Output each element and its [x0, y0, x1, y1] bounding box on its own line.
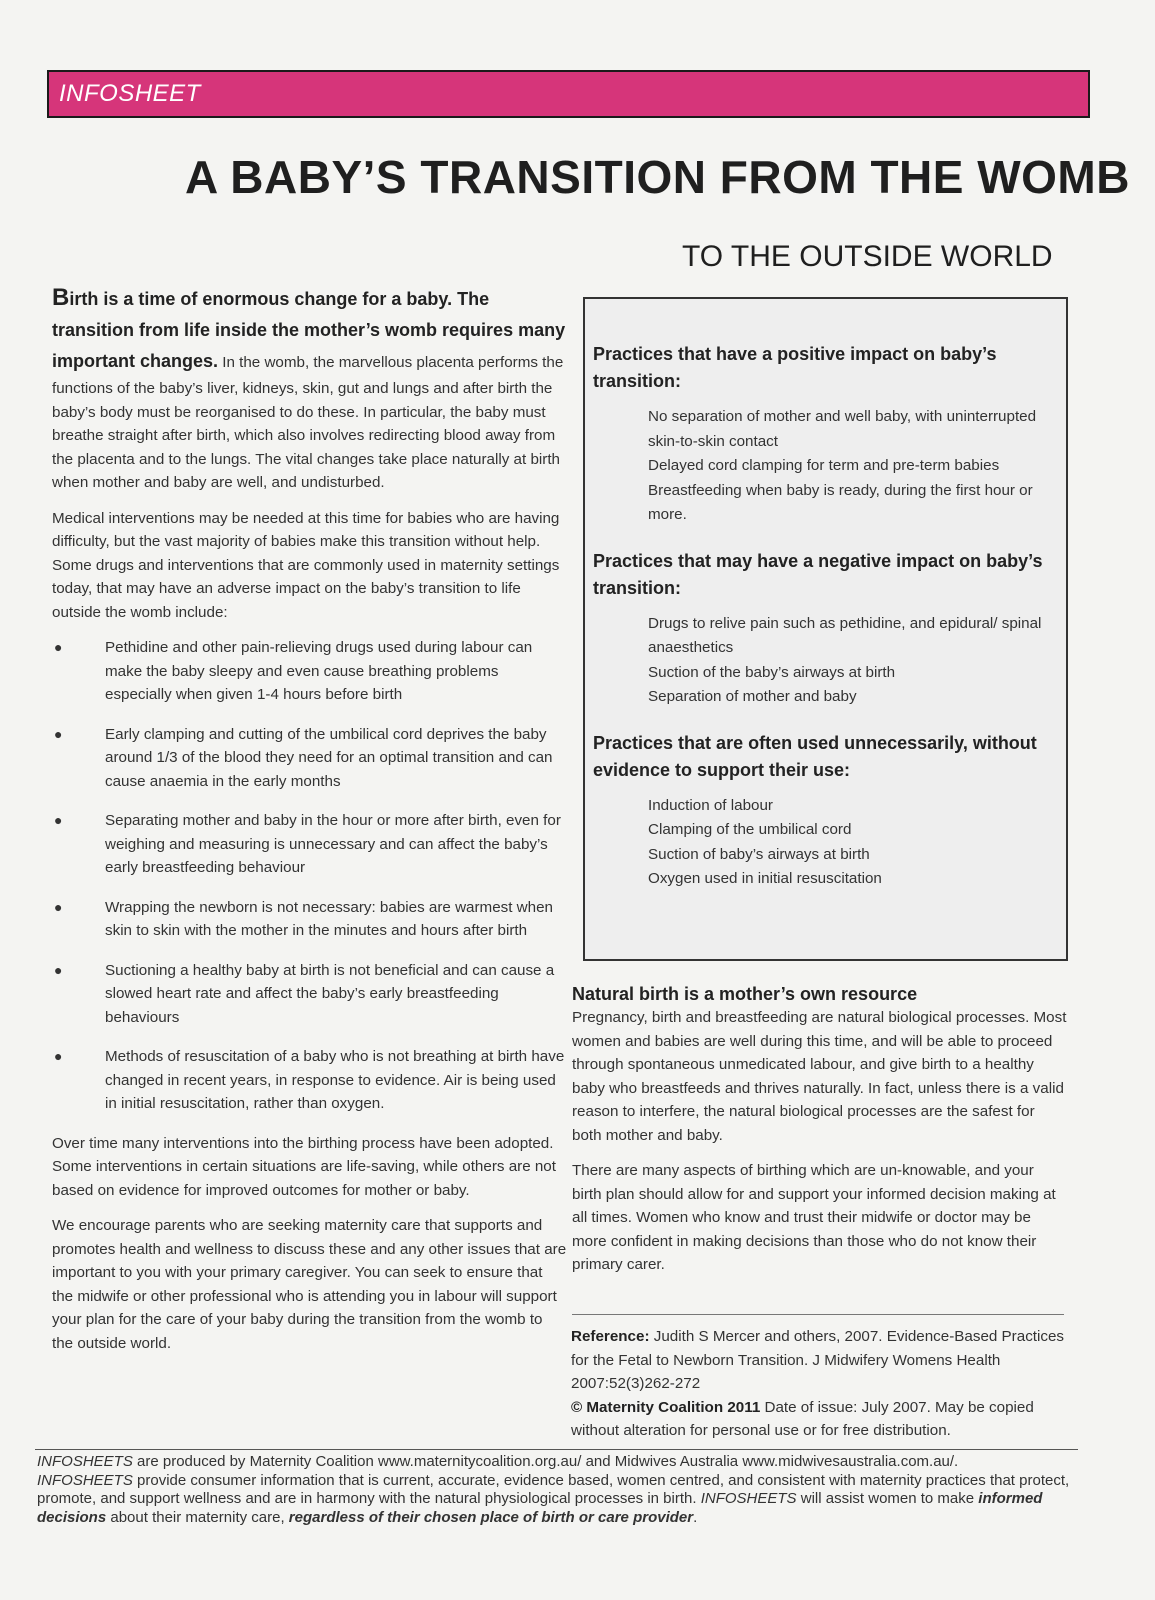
list-item: Drugs to relive pain such as pethidine, and epidural/ spinal anaesthetics: [648, 614, 1042, 656]
list-item: Suction of the baby’s airways at birth: [648, 663, 896, 681]
list-item-text: Suctioning a healthy baby at birth is not beneficial and can cause a slowed heart rate and affect the baby’s early breastfeeding behaviours: [105, 961, 555, 1026]
footer: [37, 1453, 1082, 1527]
list-item-text: Methods of resuscitation of a baby who is not breathing at birth have changed in recent years, in response to evidence. Air is being used in initial resuscitation, rather than oxygen.: [105, 1048, 565, 1112]
medical-paragraph: Medical interventions may be needed at this time for babies who are having difficulty, but the vast majority of babies make this transition without help. Some drugs and interventions that are commonly used in maternity settings today, that may have an adverse impact on the baby’s transition to life outside the womb include:: [52, 509, 560, 621]
footer-divider: [35, 1449, 1078, 1450]
list-item: Induction of labour: [648, 796, 773, 814]
negative-practices-heading: Practices that may have a negative impact on baby’s transition:: [593, 550, 1043, 598]
list-item-text: Early clamping and cutting of the umbilical cord deprives the baby around 1/3 of the blood they need for an optimal transition and can cause anaemia in the early months: [105, 725, 553, 790]
page-subtitle: TO THE OUTSIDE WORLD: [682, 240, 1053, 273]
positive-practices-list: [648, 405, 1058, 528]
footer-term: INFOSHEETS: [700, 1490, 797, 1507]
reference-divider: [572, 1314, 1064, 1315]
copyright-text: Date of issue: July 2007. May be copied without alteration for personal use or for free distribution.: [571, 1398, 1034, 1439]
list-item-text: Separating mother and baby in the hour or more after birth, even for weighing and measuring is unnecessary and can affect the baby’s early breastfeeding behaviour: [105, 812, 561, 876]
footer-text-4: about their maternity care,: [106, 1508, 289, 1526]
list-item: [52, 636, 567, 707]
infosheet-banner: [47, 70, 1090, 118]
footer-term: INFOSHEETS: [37, 1471, 133, 1489]
positive-practices-section: [593, 341, 1058, 528]
list-item: [52, 959, 567, 1030]
bullet-dot-icon: ●: [54, 961, 63, 978]
natural-birth-paragraph-2: There are many aspects of birthing which are un-knowable, and your birth plan should allow for and support your informed decision making at all times. Women who know and trust their midwife or doctor may be more confident in making decisions than those who do not know their primary carer.: [572, 1162, 1056, 1273]
natural-birth-section: [572, 982, 1067, 1289]
list-item: Delayed cord clamping for term and pre-term babies: [648, 457, 1000, 474]
footer-end: .: [693, 1508, 698, 1526]
list-item: No separation of mother and well baby, with uninterrupted skin-to-skin contact: [648, 408, 1037, 450]
unnecessary-practices-heading: Practices that are often used unnecessarily, without evidence to support their use:: [593, 732, 1037, 780]
list-item: Oxygen used in initial resuscitation: [648, 870, 882, 887]
left-column: [52, 282, 567, 1367]
drop-cap: B: [52, 284, 70, 311]
bullet-dot-icon: ●: [54, 1048, 63, 1064]
interventions-list: [52, 636, 567, 1116]
unnecessary-practices-list: [648, 794, 1058, 892]
practices-box: [583, 297, 1068, 961]
list-item: [52, 896, 567, 943]
footer-text-3: will assist women to make: [796, 1490, 979, 1507]
bullet-dot-icon: ●: [54, 898, 63, 915]
bullet-dot-icon: ●: [54, 639, 63, 655]
list-item: Suction of baby’s airways at birth: [648, 845, 870, 863]
footer-regardless: regardless of their chosen place of birth or care provider: [288, 1508, 694, 1526]
positive-practices-heading: Practices that have a positive impact on baby’s transition:: [593, 344, 997, 391]
banner-label: INFOSHEET: [59, 80, 201, 107]
footer-text-2: provide consumer information that is current, accurate, evidence based, women centred, and consistent with maternity practices that protect, promote, and support wellness and are in harmony with the natural physiological processes in birth.: [37, 1471, 1070, 1507]
list-item: [52, 723, 567, 794]
negative-practices-section: [593, 548, 1058, 710]
footer-informed-decisions: informed decisions: [37, 1490, 1043, 1526]
list-item-text: Pethidine and other pain-relieving drugs used during labour can make the baby sleepy and even cause breathing problems especially when given 1-4 hours before birth: [105, 639, 533, 703]
copyright-label: © Maternity Coalition 2011: [571, 1398, 761, 1416]
encourage-paragraph: We encourage parents who are seeking maternity care that supports and promotes health and wellness to discuss these and any other issues that are important to you with your primary caregiver. You can seek to ensure that the midwife or other professional who is attending you in labour will support your plan for the care of your baby during the transition from the womb to the outside world.: [52, 1217, 567, 1352]
natural-birth-paragraph-1: Pregnancy, birth and breastfeeding are natural biological processes. Most women and babies are well during this time, and will be able to proceed through spontaneous unmedicated labour, and give birth to a healthy baby who breastfeeds and thrives naturally. In fact, unless there is a valid reason to interfere, the natural biological processes are the safest for both mother and baby.: [572, 1009, 1067, 1144]
over-time-paragraph: Over time many interventions into the birthing process have been adopted. Some interventions in certain situations are life-saving, while others are not based on evidence for improved outcomes for mother or baby.: [52, 1134, 556, 1199]
reference-label: Reference:: [571, 1328, 650, 1345]
footer-term: INFOSHEETS: [37, 1453, 133, 1470]
copyright-notice: [571, 1396, 1071, 1443]
footer-text-1: are produced by Maternity Coalition www.maternitycoalition.org.au/ and Midwives Australia www.midwivesaustralia.com.au/.: [132, 1453, 959, 1470]
intro-lead-text: irth is a time of enormous change for a baby. The transition from life inside the mother’s womb requires many important changes.: [52, 289, 566, 371]
natural-birth-heading: Natural birth is a mother’s own resource: [572, 984, 918, 1004]
page-title: A BABY’S TRANSITION FROM THE WOMB: [185, 151, 1130, 203]
negative-practices-list: [648, 612, 1058, 710]
reference-citation: [571, 1325, 1071, 1396]
reference-block: [571, 1325, 1071, 1443]
intro-paragraph: [52, 282, 567, 495]
list-item-text: Wrapping the newborn is not necessary: babies are warmest when skin to skin with the mother in the minutes and hours after birth: [105, 898, 553, 939]
bullet-dot-icon: ●: [54, 725, 63, 742]
list-item: Separation of mother and baby: [648, 688, 857, 705]
list-item: [52, 1045, 567, 1116]
unnecessary-practices-section: [593, 730, 1058, 892]
intro-body: In the womb, the marvellous placenta performs the functions of the baby’s liver, kidneys, skin, gut and lungs and after birth the baby’s body must be reorganised to do these. In particular, the baby must breathe straight after birth, which also involves redirecting blood away from the placenta and to the lungs. The vital changes take place naturally at birth when mother and baby are well, and undisturbed.: [52, 354, 564, 491]
list-item: [52, 809, 567, 880]
reference-text: Judith S Mercer and others, 2007. Evidence-Based Practices for the Fetal to Newborn Transition. J Midwifery Womens Health 2007:52(3)262-272: [571, 1328, 1065, 1392]
list-item: Clamping of the umbilical cord: [648, 821, 852, 838]
list-item: Breastfeeding when baby is ready, during the first hour or more.: [648, 481, 1033, 523]
bullet-dot-icon: ●: [54, 812, 63, 828]
